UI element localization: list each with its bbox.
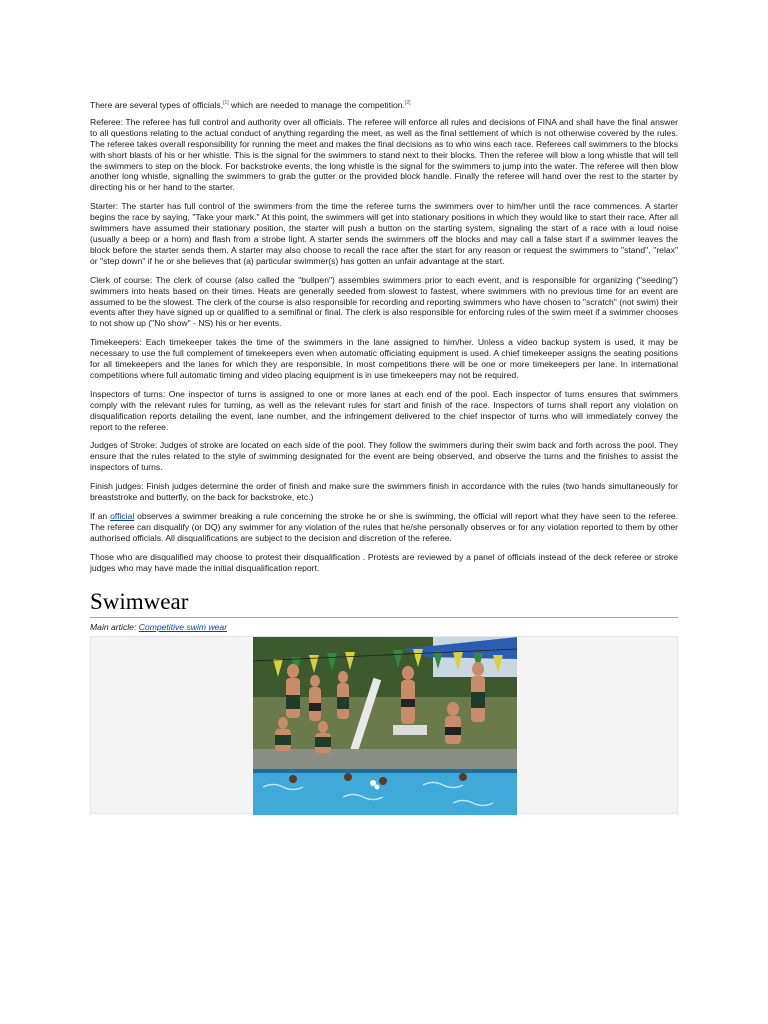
main-article-note	[90, 622, 678, 632]
starter-paragraph: Starter: The starter has full control of the swimmers from the time the referee turns the swimmers over to him/her until the race commences. A starter begins the race by saying, "Take your mark." At this point, the swimmers will get into stationary positions in which they would like to start their race. After all swimmers have assumed their stationary position, the starter will push a button on the starting system, signaling the start of a race with a loud noise (usually a beep or a horn) and flash from a strobe light. A starter sends the swimmers off the blocks and may call a false start if a swimmer leaves the block before the starter sends them. A starter may also choose to recall the race after the start for any reason or request the swimmers to "stand", "relax" or "step down" if he or she believes that (a) particular swimmer(s) has gotten an unfair advantage at the start.	[90, 201, 678, 266]
intro-text: There are several types of officials,	[90, 100, 224, 110]
citation-1[interactable]: [1]	[223, 100, 229, 106]
intro-text-2: which are needed to manage the competition.	[228, 100, 405, 110]
figure-box	[90, 636, 678, 814]
main-article-prefix: Main article:	[90, 621, 139, 632]
referee-paragraph: Referee: The referee has full control and authority over all officials. The referee will enforce all rules and decisions of FINA and shall have the final answer to all questions relating to the actual conduct of anything regarding the meet, as well as the final settlement of which is not otherwise covered by the rules. The referee takes overall responsibility for running the meet and makes the final decisions as to who wins each race. Referees call swimmers to the blocks with short blasts of his or her whistle. This is the signal for the swimmers to stand next to their blocks. Then the referee will blow a long whistle that will tell the swimmers to step on the block. For backstroke events, the long whistle is the signal for the swimmers to jump into the water. The referee will then blow another long whistle, signalling the swimmers to grab the gutter or the provided block handle. Finally the referee will hand over the rest to the starter by directing his or her hand to the starter.	[90, 116, 678, 193]
finish-judges-paragraph: Finish judges: Finish judges determine the order of finish and make sure the swimmers finish in accordance with the rules (two hands simultaneously for breaststroke and butterfly, on the back for backstroke, etc.)	[90, 481, 678, 503]
clerk-paragraph: Clerk of course: The clerk of course (also called the "bullpen") assembles swimmers prior to each event, and is responsible for organizing ("seeding") swimmers into heats based on their times. Heats are generally seeded from slowest to fastest, where swimmers with no previous time for an event are assumed to be the slowest. The clerk of the course is also responsible for recording and reporting swimmers who have chosen to "scratch" (not swim) their events after they have signed up or qualified to a semifinal or final. The clerk is also responsible for enforcing rules of the swim meet if a swimmer chooses to not show up ("No show" - NS) his or her events.	[90, 274, 678, 329]
official-text-pre: If an	[90, 511, 111, 521]
protest-paragraph: Those who are disqualified may choose to protest their disqualification . Protests are reviewed by a panel of officials instead of the deck referee or stroke judges who may have made the initial disqualification report.	[90, 551, 678, 573]
judges-stroke-paragraph: Judges of Stroke: Judges of stroke are located on each side of the pool. They follow the swimmers during their swim back and forth across the pool. They ensure that the rules related to the style of swimming designated for the event are being observed, and observe the turns and the finishes to assist the inspectors of turns.	[90, 440, 678, 473]
inspectors-paragraph: Inspectors of turns: One inspector of turns is assigned to one or more lanes at each end of the pool. Each inspector of turns ensures that swimmers comply with the relevant rules for turning, as well as the relevant rules for start and finish of the race. Inspectors of turns shall report any violation on disqualification reports detailing the event, lane number, and the infringement delivered to the chief inspector of turns who will immediately convey the report to the referee.	[90, 388, 678, 432]
section-heading-swimwear: Swimwear	[90, 589, 678, 618]
official-paragraph	[90, 511, 678, 544]
citation-2[interactable]: [2]	[404, 100, 411, 106]
article-content	[90, 98, 678, 814]
timekeepers-paragraph: Timekeepers: Each timekeeper takes the time of the swimmers in the lane assigned to him/her. Unless a video backup system is used, it may be necessary to use the full complement of timekeepers even when automatic officiating equipment is used. A chief timekeeper assigns the seating positions for all timekeepers and the lanes for which they are responsible. In most competitions there will be one or more timekeepers per lane. In international competitions where full automatic timing and video placing equipment is in use timekeepers may not be required.	[90, 337, 678, 380]
swimmers-photo	[253, 637, 517, 815]
swimmers-photo-illustration	[253, 637, 517, 815]
official-text-post: observes a swimmer breaking a rule concerning the stroke he or she is swimming, the official will report what they have seen to the referee. The referee can disqualify (or DQ) any swimmer for any violation of the rules that he/she personally observes or for any violation reported to them by other authorised officials. All disqualifications are subject to the decision and discretion of the referee.	[90, 511, 679, 543]
intro-paragraph	[90, 98, 678, 111]
official-link[interactable]: official	[110, 511, 135, 521]
main-article-link[interactable]: Competitive swim wear	[138, 621, 228, 632]
